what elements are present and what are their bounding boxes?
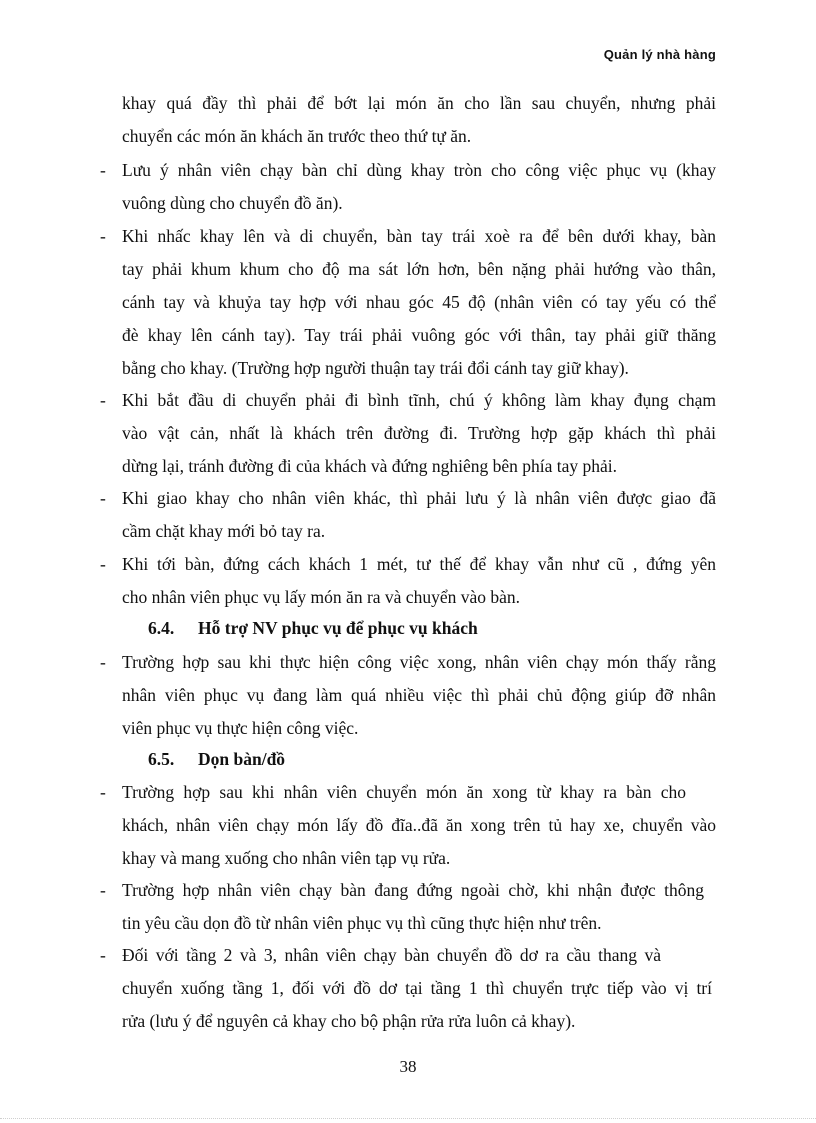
section-number: 6.4. xyxy=(148,618,175,638)
paragraph-line: dừng lại, tránh đường đi của khách và đứng nghiêng bên phía tay phải. xyxy=(122,456,618,476)
bullet-dash: - xyxy=(100,488,106,508)
page-number: 38 xyxy=(399,1057,417,1076)
bullet-dash: - xyxy=(100,160,106,180)
paragraph-line: khay quá đầy thì phải để bớt lại món ăn cho lần sau chuyển, nhưng phải xyxy=(122,93,716,113)
section-title: Dọn bàn/đồ xyxy=(198,749,286,769)
paragraph-line: nhân viên phục vụ đang làm quá nhiều việc thì phải chủ động giúp đỡ nhân xyxy=(122,685,716,705)
paragraph-line: Đối với tầng 2 và 3, nhân viên chạy bàn chuyển đồ dơ ra cầu thang và xyxy=(122,945,661,965)
paragraph-line: cho nhân viên phục vụ lấy món ăn ra và chuyển vào bàn. xyxy=(122,587,520,607)
paragraph-line: cánh tay và khuỷa tay hợp với nhau góc 45 độ (nhân viên có tay yếu có thể xyxy=(122,292,716,312)
paragraph-line: Trường hợp sau khi nhân viên chuyển món ăn xong từ khay ra bàn cho xyxy=(122,782,686,802)
paragraph-line: Trường hợp nhân viên chạy bàn đang đứng ngoài chờ, khi nhận được thông xyxy=(122,880,704,900)
section-number: 6.5. xyxy=(148,749,175,769)
bullet-dash: - xyxy=(100,880,106,900)
bullet-dash: - xyxy=(100,390,106,410)
paragraph-line: khay và mang xuống cho nhân viên tạp vụ rửa. xyxy=(122,848,451,868)
paragraph-line: bằng cho khay. (Trường hợp người thuận tay trái đổi cánh tay giữ khay). xyxy=(122,358,629,378)
paragraph-line: tay phải khum khum cho độ ma sát lớn hơn, bên nặng phải hướng vào thân, xyxy=(122,259,716,279)
paragraph-line: vào vật cản, nhất là khách trên đường đi. Trường hợp gặp khách thì phải xyxy=(122,423,716,443)
bullet-dash: - xyxy=(100,554,106,574)
bullet-dash: - xyxy=(100,782,106,802)
bullet-dash: - xyxy=(100,945,106,965)
paragraph-line: khách, nhân viên chạy món lấy đồ đĩa..đã ăn xong trên tủ hay xe, chuyển vào xyxy=(122,815,716,835)
paragraph-line: đè khay lên cánh tay). Tay trái phải vuông góc với thân, tay phải giữ thăng xyxy=(122,325,716,345)
paragraph-line: Khi tới bàn, đứng cách khách 1 mét, tư thế để khay vẫn như cũ , đứng yên xyxy=(122,554,716,574)
paragraph-line: cầm chặt khay mới bỏ tay ra. xyxy=(122,521,326,541)
paragraph-line: viên phục vụ thực hiện công việc. xyxy=(122,718,359,738)
paragraph-line: Lưu ý nhân viên chạy bàn chỉ dùng khay tròn cho công việc phục vụ (khay xyxy=(122,160,716,180)
section-heading xyxy=(148,617,478,639)
paragraph-line: chuyển các món ăn khách ăn trước theo thứ tự ăn. xyxy=(122,126,472,146)
bullet-dash: - xyxy=(100,652,106,672)
paragraph-line: chuyển xuống tầng 1, đối với đồ dơ tại tầng 1 thì chuyển trực tiếp vào vị trí xyxy=(122,978,712,998)
paragraph-line: Khi giao khay cho nhân viên khác, thì phải lưu ý là nhân viên được giao đã xyxy=(122,488,716,508)
paragraph-line: tin yêu cầu dọn đồ từ nhân viên phục vụ thì cũng thực hiện như trên. xyxy=(122,913,602,933)
paragraph-line: vuông dùng cho chuyển đồ ăn). xyxy=(122,193,343,213)
section-title: Hỗ trợ NV phục vụ để phục vụ khách xyxy=(198,618,478,638)
bullet-dash: - xyxy=(100,226,106,246)
paragraph-line: Trường hợp sau khi thực hiện công việc xong, nhân viên chạy món thấy rằng xyxy=(122,652,716,672)
page-bottom-divider xyxy=(0,1118,816,1119)
paragraph-line: Khi bắt đầu di chuyển phải đi bình tĩnh, chú ý không làm khay đụng chạm xyxy=(122,390,716,410)
paragraph-line: rửa (lưu ý để nguyên cả khay cho bộ phận rửa rửa luôn cả khay). xyxy=(122,1011,576,1031)
paragraph-line: Khi nhấc khay lên và di chuyển, bàn tay trái xoè ra để bên dưới khay, bàn xyxy=(122,226,716,246)
section-heading xyxy=(148,748,285,770)
running-header: Quản lý nhà hàng xyxy=(603,47,716,62)
